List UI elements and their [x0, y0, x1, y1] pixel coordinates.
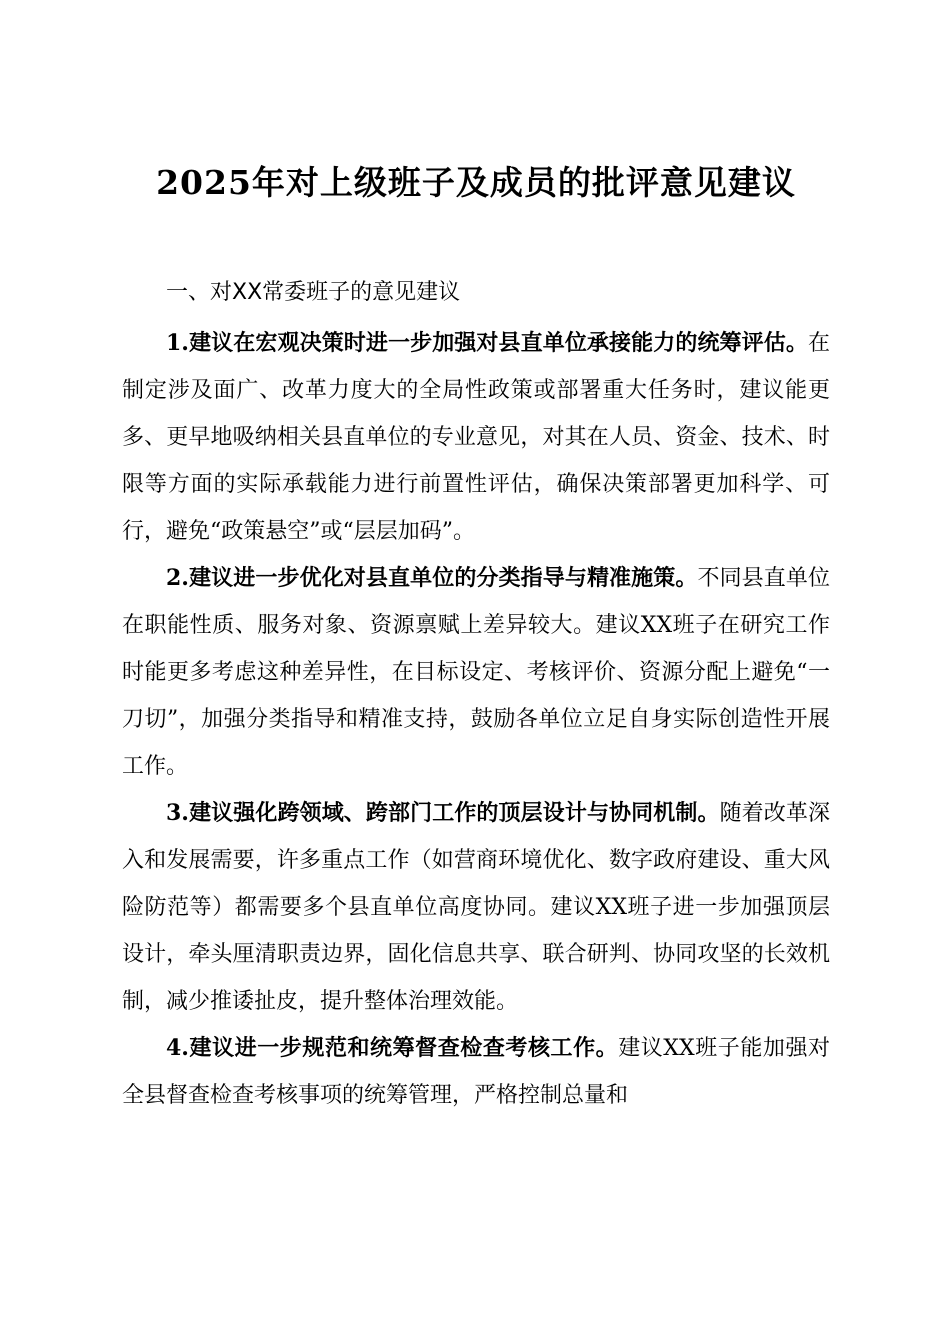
paragraph-2	[122, 555, 830, 790]
paragraph-3-body: 随着改革深入和发展需要，许多重点工作（如营商环境优化、数字政府建设、重大风险防范等）都需要多个县直单位高度协同。建议XX班子进一步加强顶层设计，牵头厘清职责边界，固化信息共享、联合研判、协同攻坚的长效机制，减少推诿扯皮，提升整体治理效能。	[122, 801, 830, 1015]
paragraph-4-body: 建议XX班子能加强对全县督查检查考核事项的统筹管理，严格控制总量和	[122, 1036, 830, 1109]
paragraph-3	[122, 790, 830, 1025]
paragraph-1-body: 在制定涉及面广、改革力度大的全局性政策或部署重大任务时，建议能更多、更早地吸纳相关县直单位的专业意见，对其在人员、资金、技术、时限等方面的实际承载能力进行前置性评估，确保决策部署更加科学、可行，避免“政策悬空”或“层层加码”。	[122, 331, 830, 545]
paragraph-4	[122, 1025, 830, 1119]
paragraph-4-lead: 4.建议进一步规范和统筹督查检查考核工作。	[166, 1035, 619, 1062]
paragraph-2-body: 不同县直单位在职能性质、服务对象、资源禀赋上差异较大。建议XX班子在研究工作时能更多考虑这种差异性，在目标设定、考核评价、资源分配上避免“一刀切”，加强分类指导和精准支持，鼓励各单位立足自身实际创造性开展工作。	[122, 566, 830, 780]
paragraph-1	[122, 320, 830, 555]
section-heading: 一、对XX常委班子的意见建议	[166, 280, 461, 306]
paragraph-2-lead: 2.建议进一步优化对县直单位的分类指导与精准施策。	[166, 565, 698, 592]
document-title: 2025年对上级班子及成员的批评意见建议	[156, 163, 796, 202]
paragraph-3-lead: 3.建议强化跨领域、跨部门工作的顶层设计与协同机制。	[166, 800, 720, 827]
paragraph-1-lead: 1.建议在宏观决策时进一步加强对县直单位承接能力的统筹评估。	[166, 330, 808, 357]
